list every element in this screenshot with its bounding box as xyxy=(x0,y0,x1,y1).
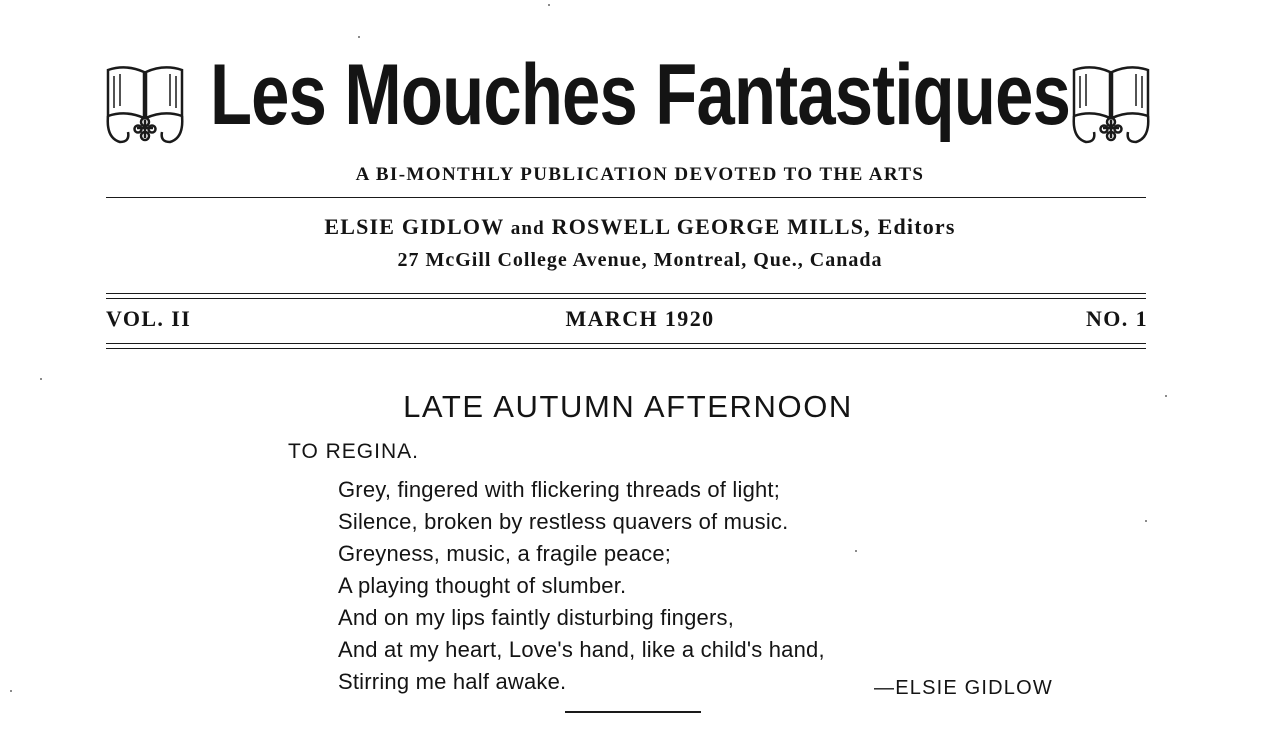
divider-rule xyxy=(106,293,1146,294)
poem-title: LATE AUTUMN AFTERNOON xyxy=(403,389,853,424)
poem-body xyxy=(338,474,825,698)
poem-line: Greyness, music, a fragile peace; xyxy=(338,541,672,566)
editor-name-second: ROSWELL GEORGE MILLS, xyxy=(551,214,871,239)
paper-speck xyxy=(10,690,12,692)
masthead-subtitle: A BI-MONTHLY PUBLICATION DEVOTED TO THE ARTS xyxy=(355,164,925,185)
paper-speck xyxy=(855,550,857,552)
issue-volume: VOL. II xyxy=(106,306,192,331)
editors-address: 27 McGill College Avenue, Montreal, Que., Canada xyxy=(397,249,883,271)
editor-name-first: ELSIE GIDLOW xyxy=(324,214,504,239)
poem-line: And on my lips faintly disturbing fingers, xyxy=(338,605,735,630)
poem-author: —ELSIE GIDLOW xyxy=(874,677,1053,699)
open-book-emblem-icon xyxy=(102,62,188,150)
paper-speck xyxy=(1165,395,1167,397)
masthead-title: Les Mouches Fantastiques xyxy=(209,47,1071,143)
issue-number: NO. 1 xyxy=(1086,306,1148,331)
poem-line: Silence, broken by restless quavers of music. xyxy=(338,509,789,534)
poem-line: A playing thought of slumber. xyxy=(338,573,627,598)
paper-speck xyxy=(1145,520,1147,522)
poem-dedication: TO REGINA. xyxy=(288,440,419,463)
divider-rule xyxy=(106,343,1146,344)
editors-line xyxy=(0,214,1280,240)
divider-rule xyxy=(106,348,1146,349)
paper-speck xyxy=(40,378,42,380)
paper-speck xyxy=(548,4,550,6)
closing-rule xyxy=(565,711,701,713)
divider-rule xyxy=(106,197,1146,198)
poem-line: And at my heart, Love's hand, like a child's hand, xyxy=(338,637,825,662)
editors-role: Editors xyxy=(877,214,956,239)
divider-rule xyxy=(106,298,1146,299)
poem-line: Grey, fingered with flickering threads of light; xyxy=(338,477,781,502)
poem-line: Stirring me half awake. xyxy=(338,669,567,694)
issue-date: MARCH 1920 xyxy=(565,306,715,331)
editors-conjunction: and xyxy=(510,218,545,239)
paper-speck xyxy=(358,36,360,38)
open-book-emblem-icon xyxy=(1068,62,1154,150)
